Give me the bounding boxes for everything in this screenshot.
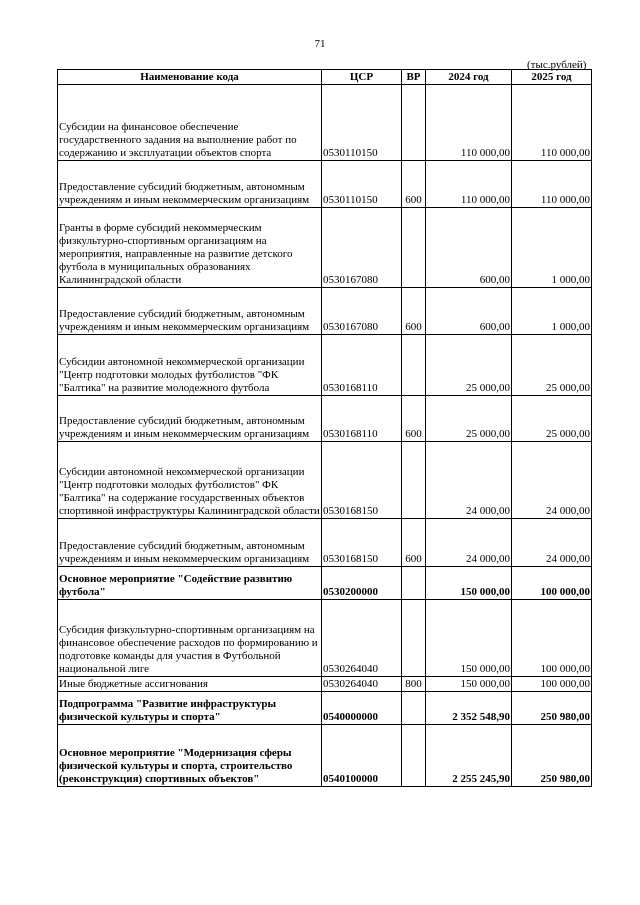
cell-vr — [402, 600, 426, 677]
cell-vr: 800 — [402, 677, 426, 692]
cell-2025: 100 000,00 — [512, 600, 592, 677]
cell-vr — [402, 692, 426, 725]
cell-name: Субсидия физкультурно-спортивным организациям на финансовое обеспечение расходов по формированию и подготовке команды для участия в Футбольной национальной лиге — [58, 600, 322, 677]
table-row — [58, 677, 592, 692]
cell-csr: 0540000000 — [322, 692, 402, 725]
cell-name: Субсидии автономной некоммерческой организации "Центр подготовки молодых футболистов" ФК "Балтика" на содержание государственных объектов спортивной инфраструктуры Калининградской области — [58, 442, 322, 519]
table-row — [58, 692, 592, 725]
cell-vr — [402, 442, 426, 519]
cell-2024: 110 000,00 — [426, 161, 512, 208]
table-row — [58, 519, 592, 567]
cell-name: Субсидии на финансовое обеспечение государственного задания на выполнение работ по содержанию и эксплуатации объектов спорта — [58, 85, 322, 161]
cell-vr: 600 — [402, 288, 426, 335]
cell-2025: 250 980,00 — [512, 725, 592, 787]
cell-csr: 0530168150 — [322, 519, 402, 567]
table-row — [58, 335, 592, 396]
cell-2024: 600,00 — [426, 288, 512, 335]
cell-name: Субсидии автономной некоммерческой организации "Центр подготовки молодых футболистов "ФК "Балтика" на развитие молодежного футбола — [58, 335, 322, 396]
cell-csr: 0530110150 — [322, 161, 402, 208]
cell-name: Подпрограмма "Развитие инфраструктуры физической культуры и спорта" — [58, 692, 322, 725]
cell-name: Иные бюджетные ассигнования — [58, 677, 322, 692]
page-number: 71 — [314, 38, 326, 50]
cell-2024: 150 000,00 — [426, 677, 512, 692]
budget-table — [57, 69, 592, 787]
cell-vr: 600 — [402, 161, 426, 208]
table-row — [58, 161, 592, 208]
table-row — [58, 288, 592, 335]
cell-csr: 0530200000 — [322, 567, 402, 600]
cell-vr — [402, 208, 426, 288]
cell-2024: 25 000,00 — [426, 335, 512, 396]
cell-csr: 0530264040 — [322, 677, 402, 692]
cell-2025: 250 980,00 — [512, 692, 592, 725]
table-body — [58, 85, 592, 787]
cell-csr: 0530167080 — [322, 288, 402, 335]
cell-vr: 600 — [402, 396, 426, 442]
header-vr: ВР — [402, 70, 426, 85]
cell-2025: 100 000,00 — [512, 677, 592, 692]
cell-name: Основное мероприятие "Содействие развитию футбола" — [58, 567, 322, 600]
cell-2025: 1 000,00 — [512, 288, 592, 335]
cell-csr: 0530167080 — [322, 208, 402, 288]
header-2025: 2025 год — [512, 70, 592, 85]
table-row — [58, 600, 592, 677]
cell-vr — [402, 335, 426, 396]
cell-2025: 24 000,00 — [512, 442, 592, 519]
table-row — [58, 725, 592, 787]
cell-name: Предоставление субсидий бюджетным, автономным учреждениям и иным некоммерческим организациям — [58, 519, 322, 567]
table-row — [58, 396, 592, 442]
table-row — [58, 208, 592, 288]
cell-name: Основное мероприятие "Модернизация сферы физической культуры и спорта, строительство (реконструкция) спортивных объектов" — [58, 725, 322, 787]
header-csr: ЦСР — [322, 70, 402, 85]
cell-2024: 24 000,00 — [426, 442, 512, 519]
cell-2024: 25 000,00 — [426, 396, 512, 442]
header-2024: 2024 год — [426, 70, 512, 85]
cell-vr — [402, 567, 426, 600]
cell-csr: 0530168110 — [322, 335, 402, 396]
units-label: (тыс.рублей) — [527, 59, 587, 71]
cell-2025: 24 000,00 — [512, 519, 592, 567]
table-header-row — [58, 70, 592, 85]
cell-vr — [402, 85, 426, 161]
cell-2025: 110 000,00 — [512, 161, 592, 208]
cell-csr: 0540100000 — [322, 725, 402, 787]
table-row — [58, 442, 592, 519]
cell-name: Предоставление субсидий бюджетным, автономным учреждениям и иным некоммерческим организациям — [58, 288, 322, 335]
cell-csr: 0530110150 — [322, 85, 402, 161]
cell-2025: 110 000,00 — [512, 85, 592, 161]
cell-vr — [402, 725, 426, 787]
cell-2025: 25 000,00 — [512, 396, 592, 442]
cell-name: Гранты в форме субсидий некоммерческим физкультурно-спортивным организациям на мероприятия, направленные на развитие детского футбола в муниципальных образованиях Калининградской области — [58, 208, 322, 288]
cell-name: Предоставление субсидий бюджетным, автономным учреждениям и иным некоммерческим организациям — [58, 396, 322, 442]
cell-name: Предоставление субсидий бюджетным, автономным учреждениям и иным некоммерческим организациям — [58, 161, 322, 208]
table-row — [58, 567, 592, 600]
cell-csr: 0530168110 — [322, 396, 402, 442]
header-name: Наименование кода — [58, 70, 322, 85]
table-row — [58, 85, 592, 161]
cell-csr: 0530168150 — [322, 442, 402, 519]
cell-2024: 2 352 548,90 — [426, 692, 512, 725]
cell-2025: 25 000,00 — [512, 335, 592, 396]
cell-2024: 600,00 — [426, 208, 512, 288]
cell-2024: 150 000,00 — [426, 600, 512, 677]
cell-2025: 1 000,00 — [512, 208, 592, 288]
cell-2024: 150 000,00 — [426, 567, 512, 600]
cell-2024: 24 000,00 — [426, 519, 512, 567]
cell-vr: 600 — [402, 519, 426, 567]
cell-csr: 0530264040 — [322, 600, 402, 677]
cell-2024: 2 255 245,90 — [426, 725, 512, 787]
cell-2025: 100 000,00 — [512, 567, 592, 600]
cell-2024: 110 000,00 — [426, 85, 512, 161]
